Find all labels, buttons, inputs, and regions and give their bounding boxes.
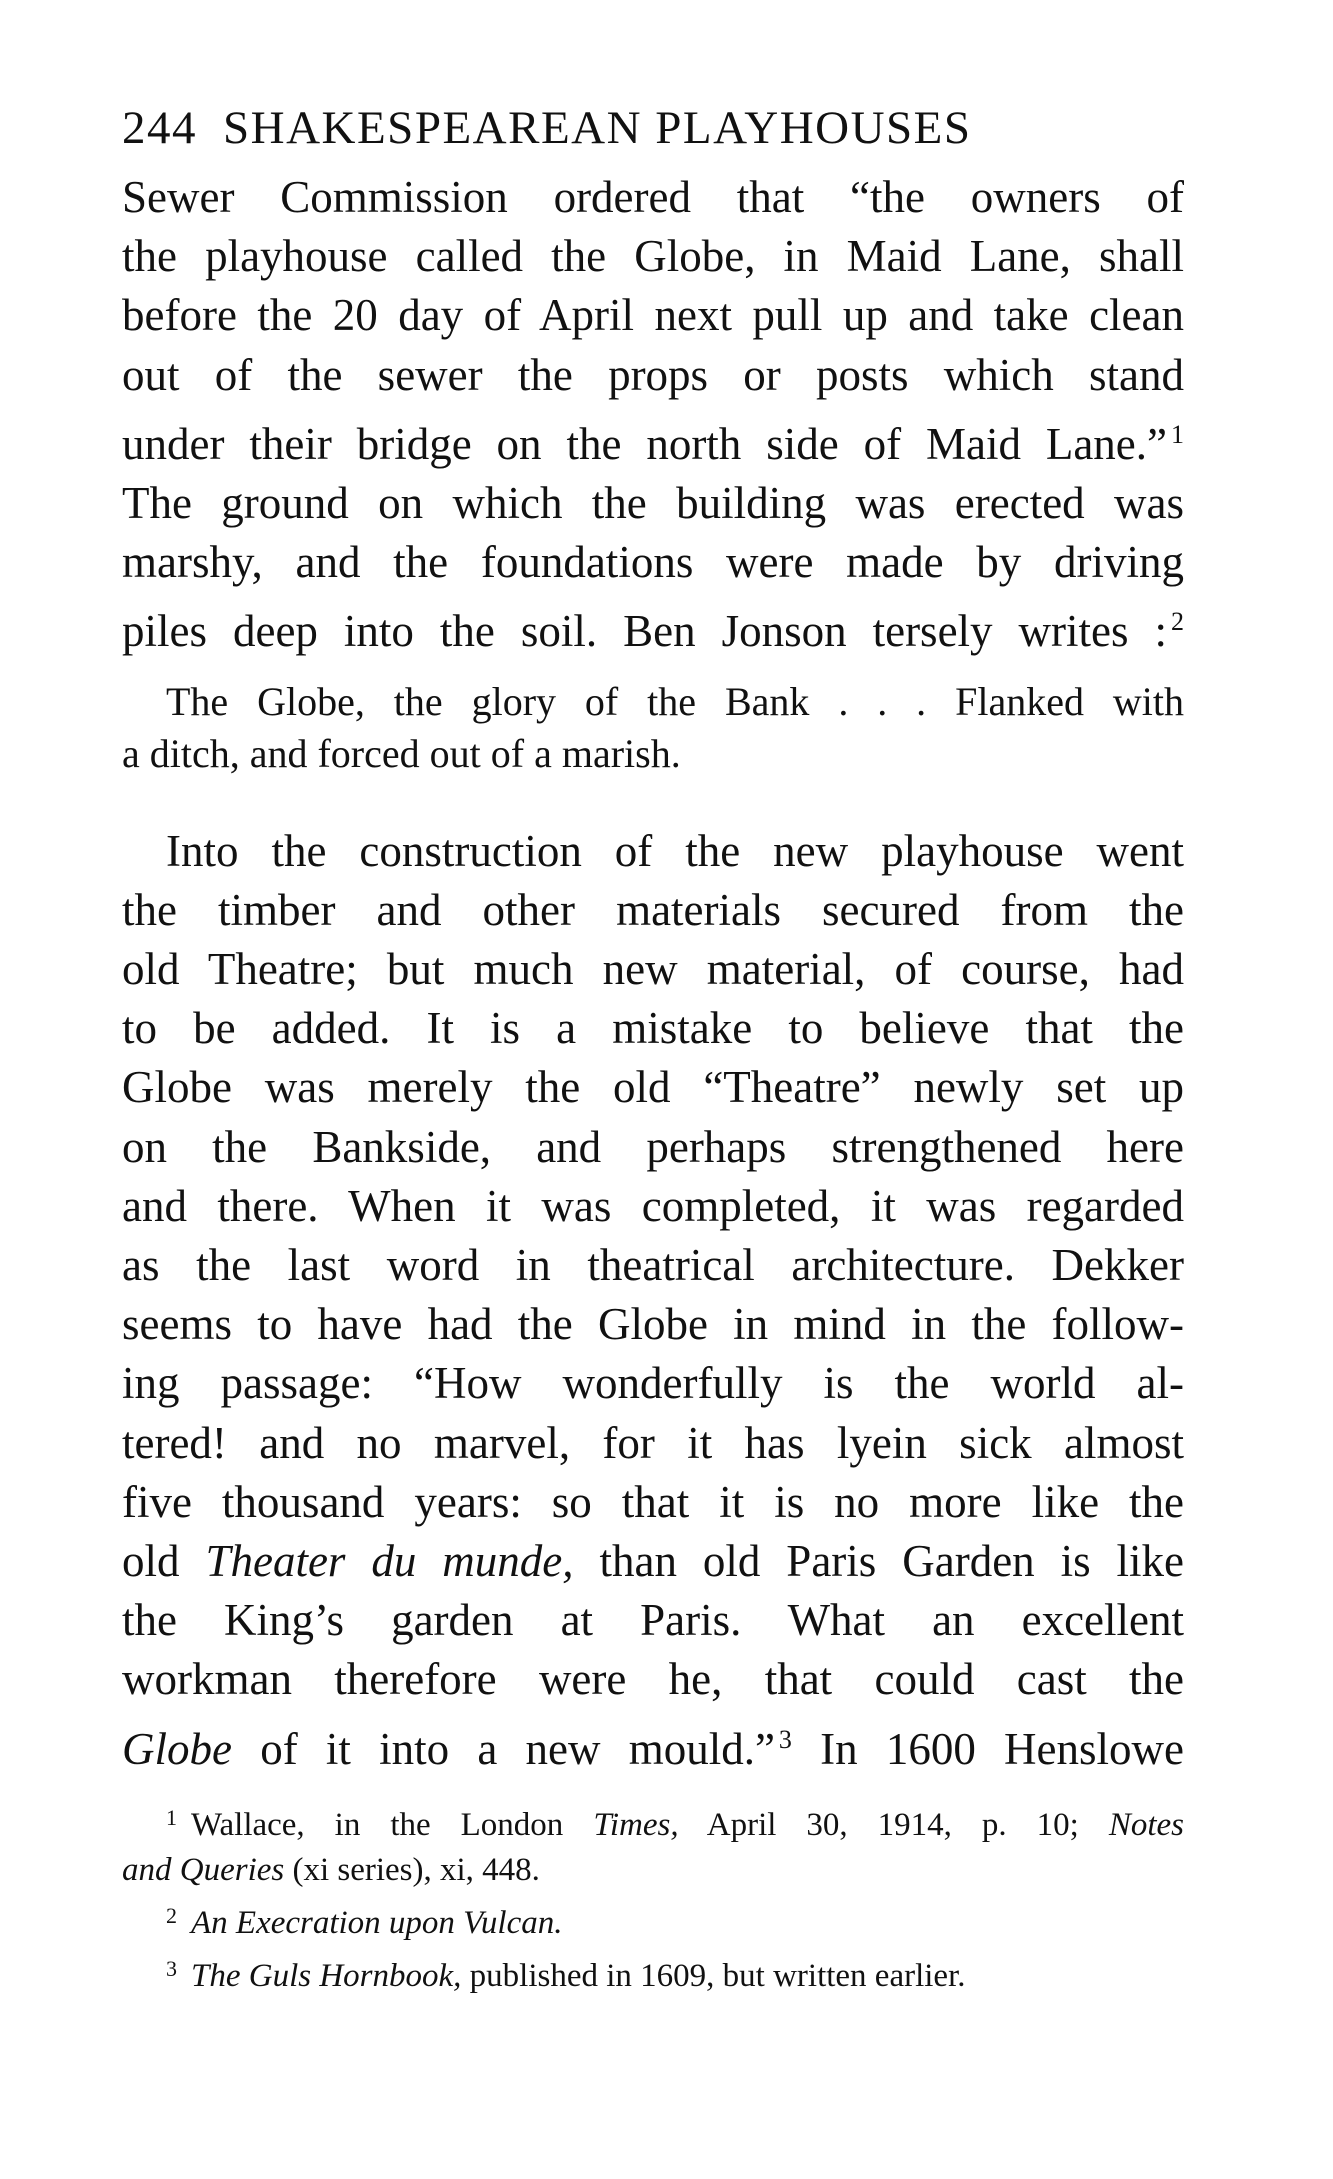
footnote-3 <box>122 1946 1184 1999</box>
quote-line: a ditch, and forced out of a marish. <box>122 730 681 776</box>
footnote-marker: 2 <box>166 1902 177 1928</box>
text-line: on the Bankside, and perhaps strengthened here <box>122 1121 1184 1172</box>
footnote-text: Wallace, in the London <box>191 1806 564 1843</box>
block-quote-jonson <box>122 676 1184 780</box>
text-line <box>122 592 1184 661</box>
footnote-italic: and Queries <box>122 1851 285 1888</box>
footnote-text: published in 1609, but written earlier. <box>469 1957 966 1994</box>
footnote-italic: Notes <box>1108 1806 1185 1843</box>
footnote-marker: 3 <box>166 1955 177 1981</box>
footnotes <box>122 1795 1184 1999</box>
text-line: tered! and no marvel, for it has lyein sick almost <box>122 1417 1184 1468</box>
text-segment: of it into a new mould.” <box>260 1723 775 1774</box>
footnote-text: April 30, 1914, p. 10; <box>706 1806 1079 1843</box>
footnote-1 <box>122 1795 1184 1848</box>
footnote-marker: 1 <box>166 1804 177 1830</box>
text-segment: old <box>122 1536 180 1587</box>
footnote-text: (xi series), xi, 448. <box>292 1851 540 1888</box>
footnote-italic: The Guls Hornbook, <box>191 1957 462 1994</box>
text-line: and there. When it was completed, it was regarded <box>122 1180 1184 1231</box>
text-line: to be added. It is a mistake to believe that the <box>122 1003 1184 1054</box>
footnote-2 <box>122 1893 1184 1946</box>
text-line: the playhouse called the Globe, in Maid Lane, shall <box>122 231 1184 282</box>
footnote-1-continued <box>122 1848 1184 1893</box>
text-line: ing passage: “How wonderfully is the world al- <box>122 1358 1184 1409</box>
text-line-content: piles deep into the soil. Ben Jonson tersely writes : <box>122 606 1167 657</box>
text-line <box>122 1532 1184 1591</box>
text-line: the timber and other materials secured from the <box>122 884 1184 935</box>
text-segment: than old Paris Garden is like <box>599 1536 1185 1587</box>
running-head <box>122 100 1184 156</box>
footnote-ref: 2 <box>1171 607 1184 637</box>
text-line <box>122 405 1184 474</box>
text-line: before the 20 day of April next pull up and take clean <box>122 290 1184 341</box>
text-line: the King’s garden at Paris. What an excellent <box>122 1595 1184 1646</box>
text-line: old Theatre; but much new material, of course, had <box>122 944 1184 995</box>
text-line: marshy, and the foundations were made by driving <box>122 537 1184 588</box>
paragraph-globe-construction <box>122 822 1184 1779</box>
book-page <box>122 100 1184 1999</box>
text-line: workman therefore were he, that could cast the <box>122 1654 1184 1705</box>
footnote-ref: 3 <box>778 1724 792 1754</box>
text-line <box>122 1710 1184 1779</box>
italic-title: Theater du munde, <box>205 1536 574 1587</box>
text-line: Sewer Commission ordered that “the owners of <box>122 172 1184 222</box>
text-line: out of the sewer the props or posts which stand <box>122 349 1184 400</box>
footnote-ref: 1 <box>1171 419 1184 449</box>
page-number: 244 <box>122 102 197 154</box>
quote-line: The Globe, the glory of the Bank . . . Flanked with <box>166 678 1184 724</box>
text-line: five thousand years: so that it is no more like the <box>122 1476 1184 1527</box>
text-line: The ground on which the building was erected was <box>122 478 1184 529</box>
text-line: as the last word in theatrical architecture. Dekker <box>122 1240 1184 1291</box>
paragraph-sewer-commission <box>122 168 1184 662</box>
running-head-title: SHAKESPEAREAN PLAYHOUSES <box>223 102 972 154</box>
text-line: Globe was merely the old “Theatre” newly set up <box>122 1062 1184 1113</box>
text-line: Into the construction of the new playhouse went <box>166 825 1184 876</box>
footnote-italic: An Execration upon Vulcan. <box>191 1904 563 1941</box>
footnote-italic: Times, <box>593 1806 679 1843</box>
text-line-content: under their bridge on the north side of Maid Lane.” <box>122 418 1167 469</box>
text-line: seems to have had the Globe in mind in the follow- <box>122 1299 1184 1350</box>
italic-title: Globe <box>122 1723 232 1774</box>
text-segment: In 1600 Henslowe <box>820 1723 1185 1774</box>
